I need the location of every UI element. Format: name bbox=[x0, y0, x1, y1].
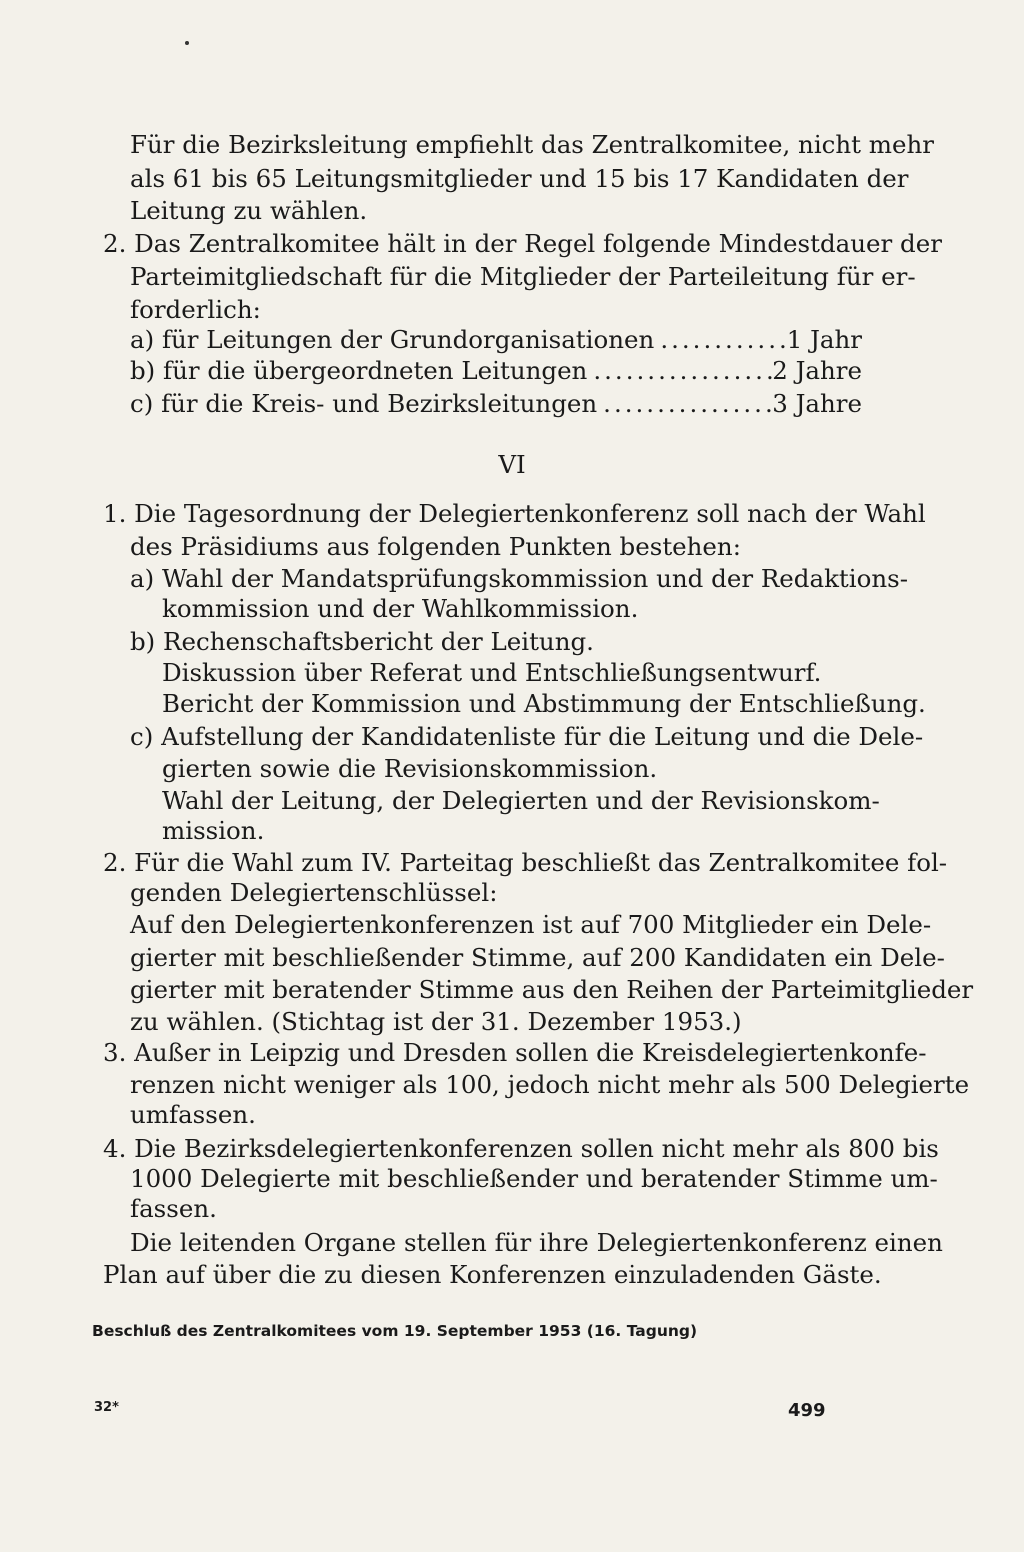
text-line: Für die Bezirksleitung empfiehlt das Zentralkomitee, nicht mehr bbox=[130, 130, 935, 159]
text-line: b) Rechenschaftsbericht der Leitung. bbox=[130, 627, 594, 656]
duration-value: 3 Jahre bbox=[772, 389, 862, 418]
text-line: Parteimitgliedschaft für die Mitglieder der Parteileitung für er- bbox=[130, 262, 916, 291]
text-line: genden Delegiertenschlüssel: bbox=[130, 878, 498, 907]
text-line: umfassen. bbox=[130, 1100, 256, 1129]
text-line: 2. Das Zentralkomitee hält in der Regel folgende Mindestdauer der bbox=[103, 229, 942, 258]
text-line: gierten sowie die Revisionskommission. bbox=[162, 754, 658, 783]
text-line: Wahl der Leitung, der Delegierten und der Revisionskom- bbox=[162, 786, 880, 815]
text-line: 2. Für die Wahl zum IV. Parteitag beschließt das Zentralkomitee fol- bbox=[103, 848, 948, 877]
text-line: Leitung zu wählen. bbox=[130, 196, 368, 225]
duration-label: b) für die übergeordneten Leitungen bbox=[130, 356, 588, 385]
duration-value: 1 Jahr bbox=[786, 325, 862, 354]
text-line: 4. Die Bezirksdelegiertenkonferenzen sollen nicht mehr als 800 bis bbox=[103, 1134, 939, 1163]
text-line: Plan auf über die zu diesen Konferenzen einzuladenden Gäste. bbox=[103, 1260, 882, 1289]
text-line: Auf den Delegiertenkonferenzen ist auf 700 Mitglieder ein Dele- bbox=[130, 910, 932, 939]
text-line: renzen nicht weniger als 100, jedoch nicht mehr als 500 Delegierte bbox=[130, 1070, 970, 1099]
text-line: Bericht der Kommission und Abstimmung der Entschließung. bbox=[162, 689, 926, 718]
duration-row bbox=[130, 356, 862, 386]
dot-leader bbox=[654, 325, 786, 355]
dot-leader bbox=[597, 389, 772, 419]
text-line: gierter mit beschließender Stimme, auf 200 Kandidaten ein Dele- bbox=[130, 943, 945, 972]
text-line: mission. bbox=[162, 816, 265, 845]
source-note: Beschluß des Zentralkomitees vom 19. September 1953 (16. Tagung) bbox=[92, 1322, 698, 1340]
text-line: forderlich: bbox=[130, 295, 261, 324]
text-line: Diskussion über Referat und Entschließungsentwurf. bbox=[162, 658, 822, 687]
text-line: gierter mit beratender Stimme aus den Reihen der Parteimitglieder bbox=[130, 975, 974, 1004]
text-line: Die leitenden Organe stellen für ihre Delegiertenkonferenz einen bbox=[130, 1228, 943, 1257]
text-line: 1000 Delegierte mit beschließender und beratender Stimme um- bbox=[130, 1164, 938, 1193]
text-line: 1. Die Tagesordnung der Delegiertenkonferenz soll nach der Wahl bbox=[103, 499, 926, 528]
text-line: zu wählen. (Stichtag ist der 31. Dezember 1953.) bbox=[130, 1007, 742, 1036]
duration-value: 2 Jahre bbox=[772, 356, 862, 385]
print-speck bbox=[185, 41, 189, 45]
text-line: kommission und der Wahlkommission. bbox=[162, 594, 639, 623]
text-line: des Präsidiums aus folgenden Punkten bestehen: bbox=[130, 532, 741, 561]
text-line: c) Aufstellung der Kandidatenliste für die Leitung und die Dele- bbox=[130, 722, 924, 751]
text-line: 3. Außer in Leipzig und Dresden sollen die Kreisdelegiertenkonfe- bbox=[103, 1038, 927, 1067]
signature-mark: 32* bbox=[94, 1400, 119, 1415]
section-heading: VI bbox=[498, 450, 526, 479]
duration-row bbox=[130, 325, 862, 355]
page-number: 499 bbox=[788, 1400, 826, 1421]
dot-leader bbox=[587, 356, 772, 386]
text-line: a) Wahl der Mandatsprüfungskommission und der Redaktions- bbox=[130, 564, 908, 593]
text-line: fassen. bbox=[130, 1194, 217, 1223]
duration-label: a) für Leitungen der Grundorganisationen bbox=[130, 325, 655, 354]
text-line: als 61 bis 65 Leitungsmitglieder und 15 bis 17 Kandidaten der bbox=[130, 164, 909, 193]
duration-row bbox=[130, 389, 862, 419]
duration-label: c) für die Kreis- und Bezirksleitungen bbox=[130, 389, 598, 418]
